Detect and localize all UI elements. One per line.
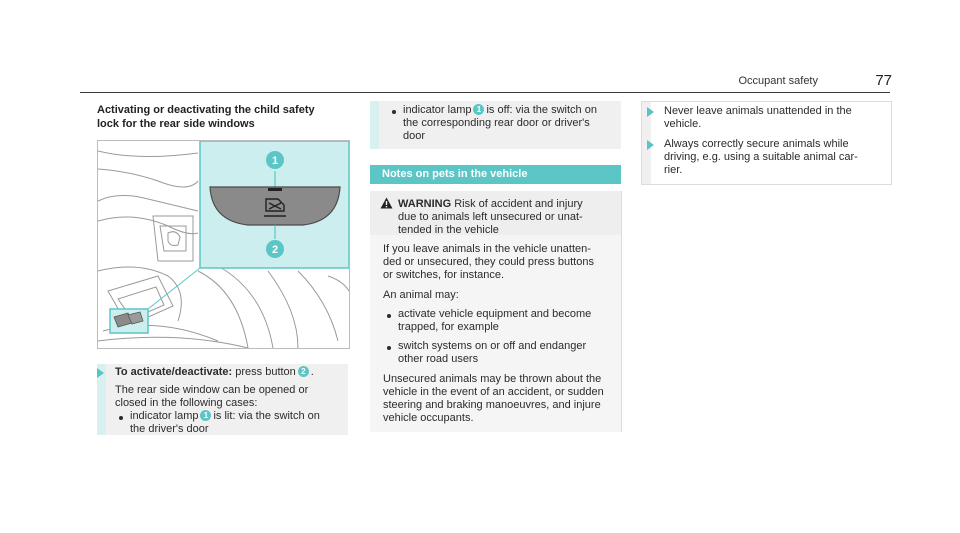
section-heading [97,103,347,131]
indicator-lamp [268,188,282,191]
header-divider [80,92,890,93]
warning-para-1-line-2: ded or unsecured, they could press buttons [383,256,594,268]
bullet-lamp-off-post: is off: via the switch on [486,104,597,116]
door-panel-illustration [98,141,349,348]
advice-1-line-1: Never leave animals unattended in the [664,105,852,117]
warning-risk: Risk of accident and injury [454,198,583,210]
warning-para-3-line-3: steering and braking manoeuvres, and injure [383,399,601,411]
bullet-lamp-off-pre: indicator lamp [403,104,472,116]
bullet-lamp-off-number: 1 [473,104,484,115]
bullet-dot [387,314,391,318]
bullet-lamp-lit-post: is lit: via the switch on [213,410,320,422]
bullet-lamp-off-line-3: door [403,130,426,142]
cases-line-1: The rear side window can be opened or [115,384,309,396]
warning-triangle-icon [380,197,393,209]
page-number: 77 [875,72,892,89]
step-text: press button [235,366,296,378]
warning-para-3-line-4: vehicle occupants. [383,412,474,424]
callout-2-label: 2 [271,244,279,256]
warning-bullet-2-line-2: other road users [398,353,479,365]
warning-para-1-line-1: If you leave animals in the vehicle unatten- [383,243,591,255]
step-instruction [115,366,314,379]
warning-para-3-line-1: Unsecured animals may be thrown about the [383,373,602,385]
warning-title-line-2: due to animals left unsecured or unat- [398,211,583,223]
advice-arrow-icon [647,107,654,117]
heading-line-1: Activating or deactivating the child safety [97,104,315,116]
step-callout-number: 2 [298,366,309,377]
advice-arrow-icon [647,140,654,150]
warning-bullet-1-line-2: trapped, for example [398,321,499,333]
warning-para-3-line-2: vehicle in the event of an accident, or sudden [383,386,604,398]
bullet-dot [387,346,391,350]
callout-1-label: 1 [271,155,279,167]
advice-2-line-3: rier. [664,164,683,176]
warning-title-line-3: tended in the vehicle [398,224,499,236]
bullet-lamp-off [403,104,597,117]
cases-line-2: closed in the following cases: [115,397,258,409]
step-end: . [310,366,314,378]
step-arrow-icon [97,368,104,378]
heading-line-2: lock for the rear side windows [97,118,255,130]
bullet-lamp-lit-pre: indicator lamp [130,410,199,422]
warning-para-1-line-3: or switches, for instance. [383,269,505,281]
warning-label: WARNING [398,198,452,210]
pets-section-title: Notes on pets in the vehicle [370,165,621,184]
panel-accent-bar [370,101,379,149]
bullet-lamp-lit-line-2: the driver's door [130,423,209,435]
advice-2-line-2: driving, e.g. using a suitable animal car- [664,151,858,163]
bullet-lamp-lit [130,410,320,423]
header-section-title: Occupant safety [738,75,818,87]
warning-para-2: An animal may: [383,289,459,301]
warning-bullet-1-line-1: activate vehicle equipment and become [398,308,592,320]
door-switch-figure [97,140,350,349]
step-label: To activate/deactivate: [115,366,233,378]
bullet-dot [119,416,123,420]
bullet-lamp-off-line-2: the corresponding rear door or driver's [403,117,590,129]
warning-bullet-2-line-1: switch systems on or off and endanger [398,340,587,352]
bullet-dot [392,110,396,114]
warning-title-line-1 [398,198,583,211]
bullet-lamp-lit-number: 1 [200,410,211,421]
advice-1-line-2: vehicle. [664,118,702,130]
advice-2-line-1: Always correctly secure animals while [664,138,849,150]
